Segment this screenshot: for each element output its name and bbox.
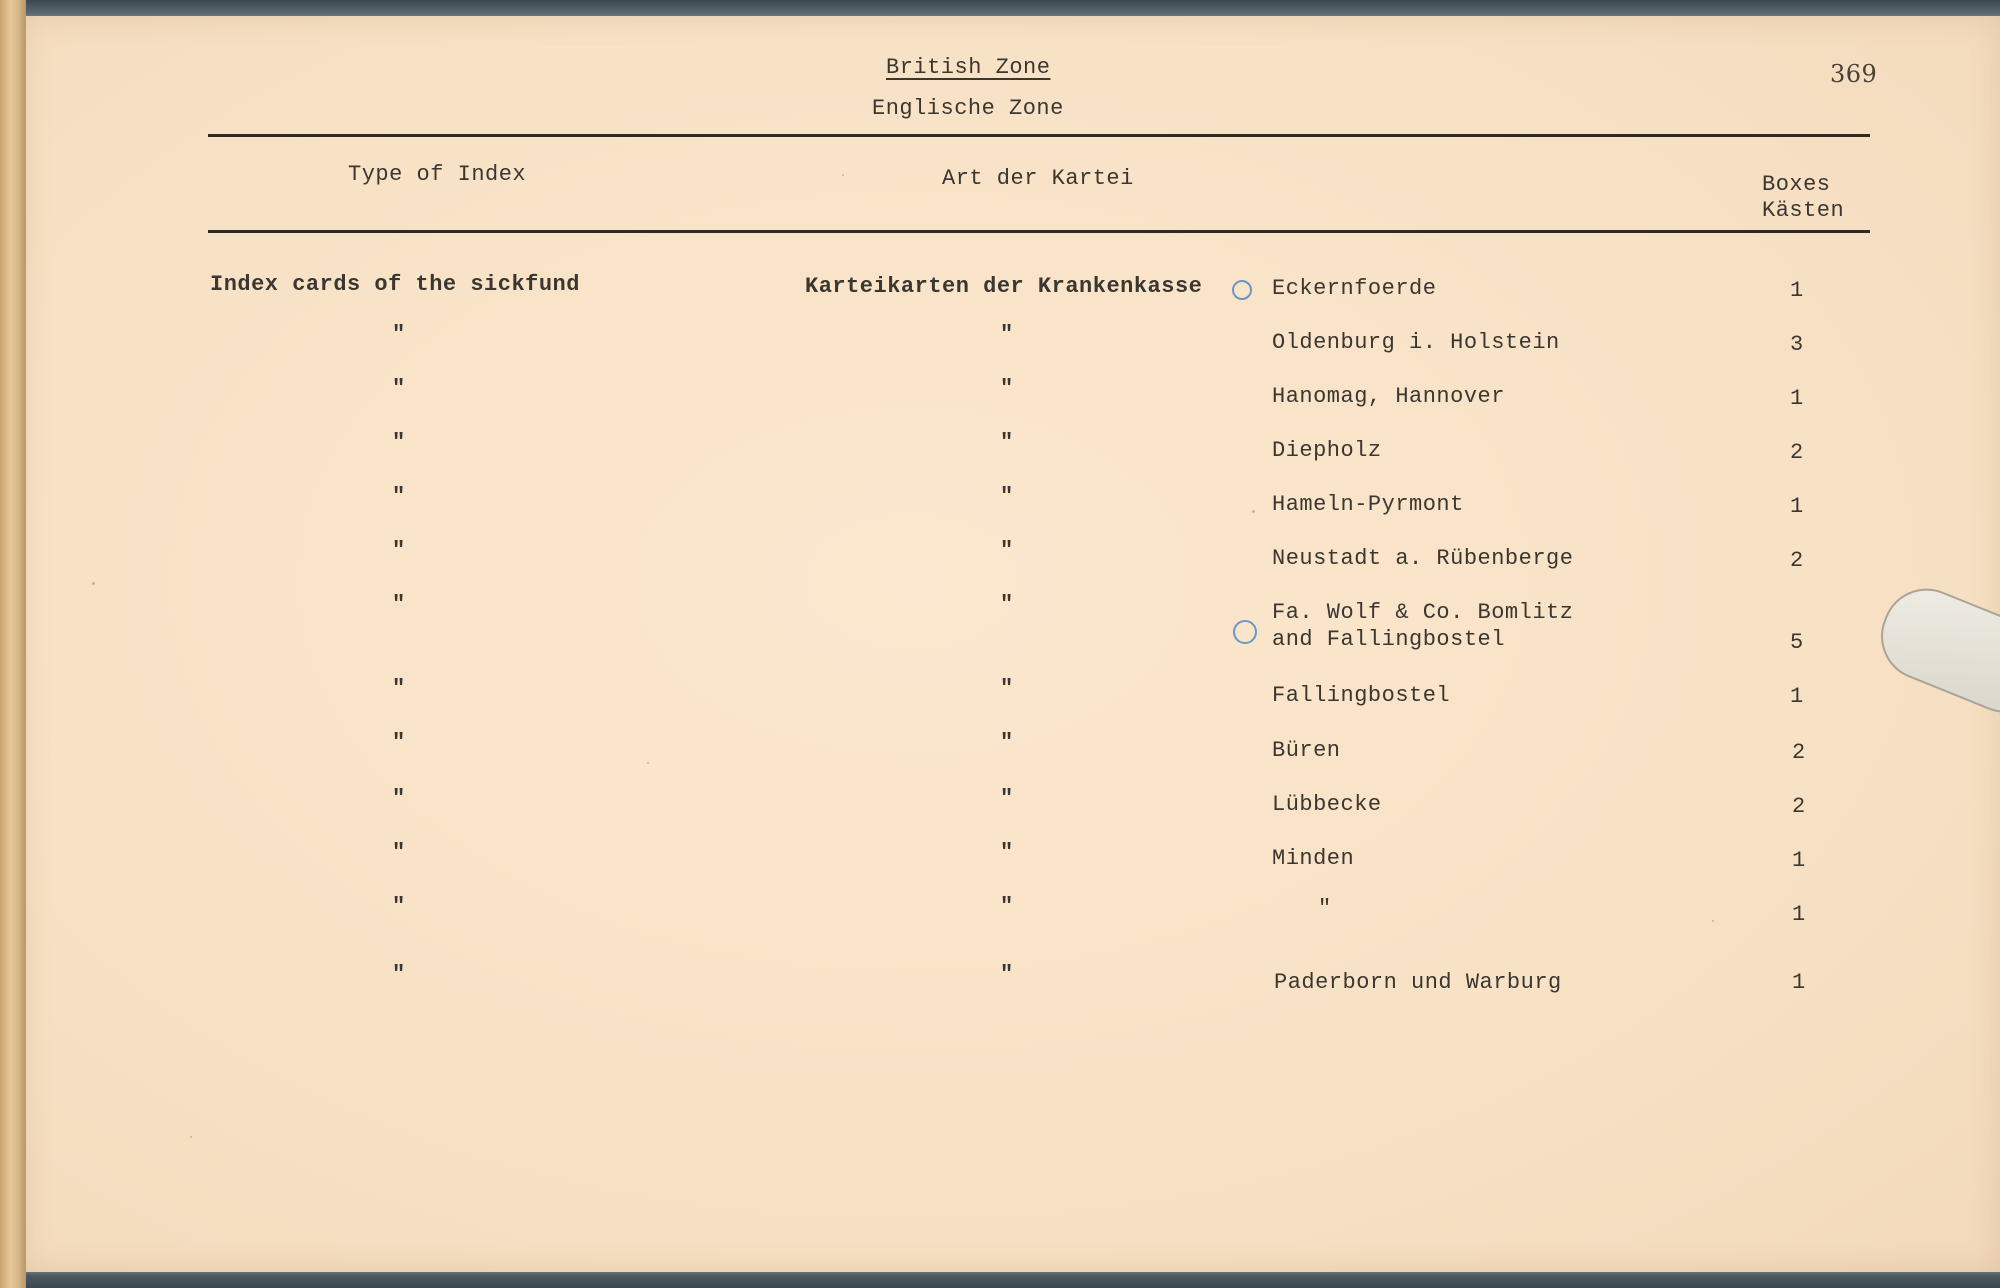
- row-place: Hameln-Pyrmont: [1272, 492, 1464, 517]
- row-art: ": [1000, 430, 1014, 455]
- row-boxes: 1: [1790, 278, 1804, 303]
- row-boxes: 1: [1792, 970, 1806, 995]
- row-place: Minden: [1272, 846, 1355, 871]
- paper-speck: [190, 1136, 192, 1138]
- row-art: Karteikarten der Krankenkasse: [805, 274, 1203, 299]
- row-type: ": [392, 430, 406, 455]
- page-number: 369: [1830, 60, 1878, 88]
- row-place: Lübbecke: [1272, 792, 1382, 817]
- row-art: ": [1000, 840, 1014, 865]
- row-art: ": [1000, 592, 1014, 617]
- row-boxes: 5: [1790, 630, 1804, 655]
- row-art: ": [1000, 322, 1014, 347]
- paper-speck: [1712, 920, 1714, 922]
- row-type: ": [392, 786, 406, 811]
- document-page: [22, 16, 2000, 1272]
- column-header-type: Type of Index: [348, 162, 527, 187]
- column-header-boxes: Boxes: [1762, 172, 1831, 197]
- column-header-art: Art der Kartei: [942, 166, 1134, 191]
- paper-speck: [647, 762, 649, 764]
- zone-title-de: Englische Zone: [872, 96, 1064, 121]
- zone-title-en: British Zone: [886, 55, 1051, 80]
- row-boxes: 3: [1790, 332, 1804, 357]
- row-type: ": [392, 676, 406, 701]
- row-place: Eckernfoerde: [1272, 276, 1437, 301]
- row-art: ": [1000, 730, 1014, 755]
- row-type: ": [392, 962, 406, 987]
- row-art: ": [1000, 376, 1014, 401]
- row-boxes: 1: [1790, 386, 1804, 411]
- row-art: ": [1000, 786, 1014, 811]
- row-type: ": [392, 730, 406, 755]
- row-art: ": [1000, 894, 1014, 919]
- row-boxes: 1: [1792, 902, 1806, 927]
- row-boxes: 2: [1790, 440, 1804, 465]
- row-type: ": [392, 840, 406, 865]
- row-boxes: 1: [1790, 684, 1804, 709]
- header-rule-bottom: [208, 230, 1870, 233]
- row-art: ": [1000, 538, 1014, 563]
- row-place: Diepholz: [1272, 438, 1382, 463]
- row-place: ": [1318, 896, 1332, 921]
- row-type: ": [392, 592, 406, 617]
- row-type: ": [392, 894, 406, 919]
- row-place: Büren: [1272, 738, 1341, 763]
- paper-speck: [1252, 510, 1255, 513]
- row-boxes: 2: [1792, 794, 1806, 819]
- row-place: Paderborn und Warburg: [1274, 970, 1562, 995]
- row-boxes: 1: [1792, 848, 1806, 873]
- row-art: ": [1000, 962, 1014, 987]
- pen-circle-mark: [1232, 280, 1252, 300]
- row-place: Hanomag, Hannover: [1272, 384, 1505, 409]
- row-place-continued: and Fallingbostel: [1272, 627, 1505, 652]
- row-art: ": [1000, 484, 1014, 509]
- binder-spine: [0, 0, 26, 1288]
- row-type: ": [392, 376, 406, 401]
- paper-speck: [842, 174, 844, 176]
- row-boxes: 2: [1792, 740, 1806, 765]
- row-type: ": [392, 538, 406, 563]
- row-type: ": [392, 484, 406, 509]
- row-boxes: 2: [1790, 548, 1804, 573]
- row-type: Index cards of the sickfund: [210, 272, 580, 297]
- pen-circle-mark: [1233, 620, 1257, 644]
- row-boxes: 1: [1790, 494, 1804, 519]
- row-type: ": [392, 322, 406, 347]
- row-place: Fallingbostel: [1272, 683, 1451, 708]
- header-rule-top: [208, 134, 1870, 137]
- row-place: Neustadt a. Rübenberge: [1272, 546, 1574, 571]
- column-header-kaesten: Kästen: [1762, 198, 1845, 223]
- row-place: Fa. Wolf & Co. Bomlitz: [1272, 600, 1574, 625]
- row-place: Oldenburg i. Holstein: [1272, 330, 1560, 355]
- row-art: ": [1000, 676, 1014, 701]
- paper-speck: [92, 582, 95, 585]
